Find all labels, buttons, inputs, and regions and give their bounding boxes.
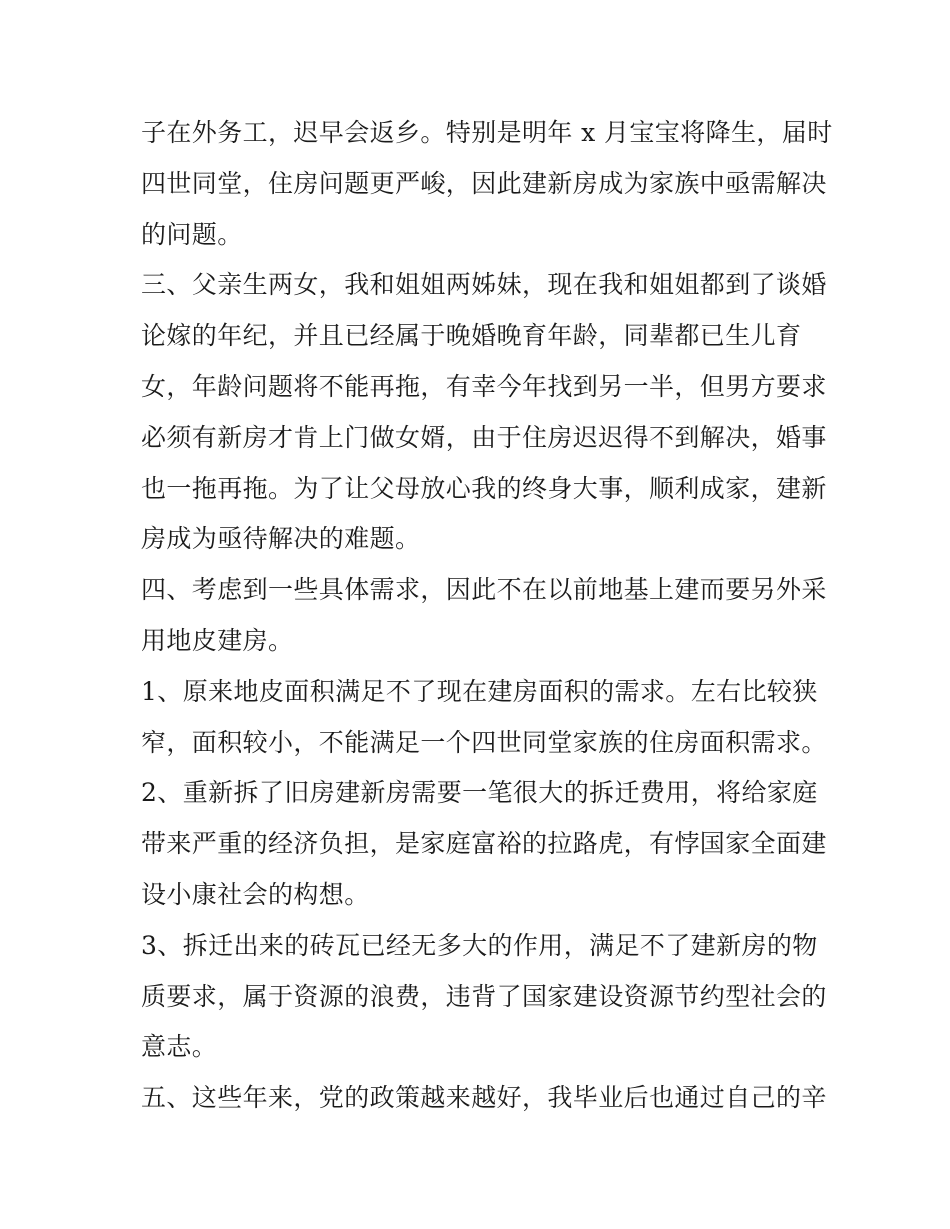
text-line: 用地皮建房。 <box>141 625 294 655</box>
text-line: 窄，面积较小，不能满足一个四世同堂家族的住房面积需求。 <box>141 727 827 757</box>
text-line: 四世同堂，住房问题更严峻，因此建新房成为家族中亟需解决 <box>141 168 827 198</box>
text-line: 必须有新房才肯上门做女婿，由于住房迟迟得不到解决，婚事 <box>141 422 827 452</box>
text-line: 论嫁的年纪，并且已经属于晚婚晚育年龄，同辈都已生儿育 <box>141 321 802 351</box>
text-line: 2、重新拆了旧房建新房需要一笔很大的拆迁费用，将给家庭 <box>141 778 818 808</box>
text-line: 带来严重的经济负担，是家庭富裕的拉路虎，有悖国家全面建 <box>141 829 827 859</box>
document-body <box>141 108 833 1124</box>
text-line: 的问题。 <box>141 219 243 249</box>
text-line: 房成为亟待解决的难题。 <box>141 524 421 554</box>
text-line: 设小康社会的构想。 <box>141 879 370 909</box>
text-line: 意志。 <box>141 1032 218 1062</box>
text-line: 质要求，属于资源的浪费，违背了国家建设资源节约型社会的 <box>141 981 827 1011</box>
text-line: 三、父亲生两女，我和姐姐两姊妹，现在我和姐姐都到了谈婚 <box>141 270 827 300</box>
text-line: 子在外务工，迟早会返乡。特别是明年 x 月宝宝将降生，届时 <box>141 118 833 147</box>
text-line: 3、拆迁出来的砖瓦已经无多大的作用，满足不了建新房的物 <box>141 930 818 960</box>
text-line: 五、这些年来，党的政策越来越好，我毕业后也通过自己的辛 <box>141 1083 827 1113</box>
text-line: 四、考虑到一些具体需求，因此不在以前地基上建而要另外采 <box>141 575 827 605</box>
text-line: 女，年龄问题将不能再拖，有幸今年找到另一半，但男方要求 <box>141 371 827 401</box>
text-line: 也一拖再拖。为了让父母放心我的终身大事，顺利成家，建新 <box>141 473 827 503</box>
text-line: 1、原来地皮面积满足不了现在建房面积的需求。左右比较狭 <box>141 676 818 706</box>
